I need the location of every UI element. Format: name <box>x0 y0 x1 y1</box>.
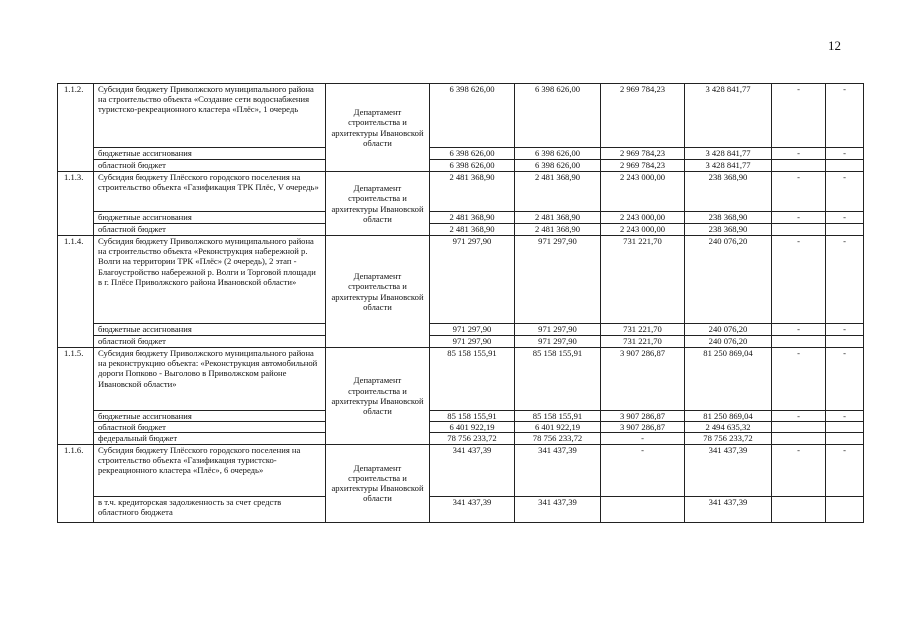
value-cell: 971 297,90 <box>515 324 601 336</box>
value-cell: - <box>826 348 864 411</box>
value-cell: 3 428 841,77 <box>685 148 772 160</box>
value-cell <box>826 496 864 522</box>
row-title: Субсидия бюджету Приволжского муниципального района на строительство объекта «Реконструкция набережной р. Волги на территории ТРК «Плёс» (2 очередь), 2 этап - Благоустройство набережной р. Волги и Торговой площади в г. Плёсе Приволжского района Ивановской области» <box>94 236 326 324</box>
value-cell: 971 297,90 <box>515 236 601 324</box>
table-row <box>58 84 864 148</box>
value-cell: 78 756 233,72 <box>430 433 515 444</box>
table-row <box>58 172 864 212</box>
value-cell: 3 428 841,77 <box>685 160 772 172</box>
value-cell: - <box>826 411 864 422</box>
row-number: 1.1.5. <box>58 348 94 445</box>
subrow-label: в т.ч. кредиторская задолженность за счет средств областного бюджета <box>94 496 326 522</box>
value-cell: 85 158 155,91 <box>430 411 515 422</box>
row-number: 1.1.6. <box>58 444 94 522</box>
department-cell: Департамент строительства и архитектуры Ивановской области <box>326 444 430 522</box>
value-cell: 6 401 922,19 <box>430 422 515 433</box>
value-cell <box>826 336 864 348</box>
value-cell: 238 368,90 <box>685 172 772 212</box>
value-cell <box>772 224 826 236</box>
value-cell: 341 437,39 <box>430 496 515 522</box>
value-cell <box>772 433 826 444</box>
value-cell <box>826 422 864 433</box>
value-cell: 341 437,39 <box>515 444 601 496</box>
table-row <box>58 444 864 496</box>
subrow-label: бюджетные ассигнования <box>94 148 326 160</box>
subrow-label: бюджетные ассигнования <box>94 212 326 224</box>
row-title: Субсидия бюджету Плёсского городского поселения на строительство объекта «Газификация туристско-рекреационного кластера «Плёс», 6 очередь» <box>94 444 326 496</box>
value-cell: 2 243 000,00 <box>601 172 685 212</box>
value-cell: 3 907 286,87 <box>601 348 685 411</box>
subrow-label: областной бюджет <box>94 422 326 433</box>
value-cell: - <box>772 148 826 160</box>
table-subrow <box>58 411 864 422</box>
value-cell: 240 076,20 <box>685 236 772 324</box>
value-cell: 971 297,90 <box>430 336 515 348</box>
value-cell: - <box>826 172 864 212</box>
value-cell: 81 250 869,04 <box>685 348 772 411</box>
value-cell: 238 368,90 <box>685 212 772 224</box>
value-cell: 81 250 869,04 <box>685 411 772 422</box>
value-cell: 85 158 155,91 <box>515 411 601 422</box>
value-cell: 341 437,39 <box>430 444 515 496</box>
table-subrow <box>58 160 864 172</box>
value-cell: - <box>772 212 826 224</box>
value-cell: - <box>772 324 826 336</box>
value-cell: 2 494 635,32 <box>685 422 772 433</box>
budget-table <box>57 83 864 523</box>
subrow-label: областной бюджет <box>94 224 326 236</box>
value-cell: 6 398 626,00 <box>515 84 601 148</box>
value-cell: 731 221,70 <box>601 336 685 348</box>
value-cell <box>826 433 864 444</box>
department-cell: Департамент строительства и архитектуры Ивановской области <box>326 84 430 172</box>
value-cell: - <box>772 84 826 148</box>
row-number: 1.1.3. <box>58 172 94 236</box>
value-cell: - <box>826 84 864 148</box>
row-number: 1.1.4. <box>58 236 94 348</box>
department-cell: Департамент строительства и архитектуры Ивановской области <box>326 236 430 348</box>
value-cell: - <box>826 212 864 224</box>
value-cell: - <box>772 236 826 324</box>
value-cell: 238 368,90 <box>685 224 772 236</box>
row-title: Субсидия бюджету Плёсского городского поселения на строительство объекта «Газификация ТРК Плёс, V очередь» <box>94 172 326 212</box>
value-cell: - <box>826 324 864 336</box>
value-cell: 6 401 922,19 <box>515 422 601 433</box>
value-cell: - <box>772 172 826 212</box>
value-cell: 85 158 155,91 <box>430 348 515 411</box>
value-cell <box>772 496 826 522</box>
value-cell: 2 481 368,90 <box>430 224 515 236</box>
table-subrow <box>58 336 864 348</box>
value-cell <box>826 224 864 236</box>
value-cell <box>826 160 864 172</box>
department-cell: Департамент строительства и архитектуры Ивановской области <box>326 348 430 445</box>
value-cell: - <box>601 444 685 496</box>
value-cell: 341 437,39 <box>685 496 772 522</box>
value-cell: 6 398 626,00 <box>515 160 601 172</box>
value-cell: - <box>772 348 826 411</box>
value-cell: 2 969 784,23 <box>601 148 685 160</box>
value-cell: 2 243 000,00 <box>601 212 685 224</box>
value-cell: 2 481 368,90 <box>515 172 601 212</box>
subrow-label: бюджетные ассигнования <box>94 324 326 336</box>
table-subrow <box>58 224 864 236</box>
value-cell: 2 481 368,90 <box>515 224 601 236</box>
table-subrow <box>58 324 864 336</box>
value-cell: 240 076,20 <box>685 336 772 348</box>
value-cell: 78 756 233,72 <box>685 433 772 444</box>
row-title: Субсидия бюджету Приволжского муниципального района на реконструкцию объекта: «Реконструкция автомобильной дороги Попково - Выголово в Приволжском районе Ивановской области» <box>94 348 326 411</box>
value-cell: 971 297,90 <box>430 324 515 336</box>
value-cell: 2 481 368,90 <box>515 212 601 224</box>
value-cell: 3 428 841,77 <box>685 84 772 148</box>
value-cell: 6 398 626,00 <box>515 148 601 160</box>
value-cell: 3 907 286,87 <box>601 422 685 433</box>
subrow-label: областной бюджет <box>94 336 326 348</box>
value-cell: 731 221,70 <box>601 324 685 336</box>
value-cell: 2 481 368,90 <box>430 172 515 212</box>
value-cell: 2 481 368,90 <box>430 212 515 224</box>
page-number: 12 <box>828 38 841 53</box>
value-cell: - <box>772 411 826 422</box>
value-cell: 3 907 286,87 <box>601 411 685 422</box>
value-cell: 6 398 626,00 <box>430 148 515 160</box>
value-cell: 6 398 626,00 <box>430 84 515 148</box>
value-cell: 240 076,20 <box>685 324 772 336</box>
value-cell: - <box>826 444 864 496</box>
value-cell: 6 398 626,00 <box>430 160 515 172</box>
value-cell: 731 221,70 <box>601 236 685 324</box>
value-cell: 2 969 784,23 <box>601 84 685 148</box>
value-cell: 971 297,90 <box>515 336 601 348</box>
value-cell: 2 969 784,23 <box>601 160 685 172</box>
value-cell: - <box>826 148 864 160</box>
value-cell: - <box>601 433 685 444</box>
value-cell: 78 756 233,72 <box>515 433 601 444</box>
value-cell: 971 297,90 <box>430 236 515 324</box>
department-cell: Департамент строительства и архитектуры Ивановской области <box>326 172 430 236</box>
value-cell: 2 243 000,00 <box>601 224 685 236</box>
subrow-label: бюджетные ассигнования <box>94 411 326 422</box>
subrow-label: федеральный бюджет <box>94 433 326 444</box>
value-cell <box>772 160 826 172</box>
table-row <box>58 348 864 411</box>
value-cell: 341 437,39 <box>685 444 772 496</box>
value-cell: - <box>826 236 864 324</box>
value-cell <box>772 422 826 433</box>
table-row <box>58 236 864 324</box>
row-title: Субсидия бюджету Приволжского муниципального района на строительство объекта «Создание сети водоснабжения туристско-рекреационного кластера «Плёс», 1 очередь <box>94 84 326 148</box>
table-subrow <box>58 433 864 444</box>
value-cell <box>772 336 826 348</box>
table-subrow <box>58 212 864 224</box>
value-cell: 85 158 155,91 <box>515 348 601 411</box>
table-subrow <box>58 422 864 433</box>
value-cell <box>601 496 685 522</box>
value-cell: 341 437,39 <box>515 496 601 522</box>
subrow-label: областной бюджет <box>94 160 326 172</box>
table-subrow <box>58 496 864 522</box>
value-cell: - <box>772 444 826 496</box>
row-number: 1.1.2. <box>58 84 94 172</box>
table-subrow <box>58 148 864 160</box>
